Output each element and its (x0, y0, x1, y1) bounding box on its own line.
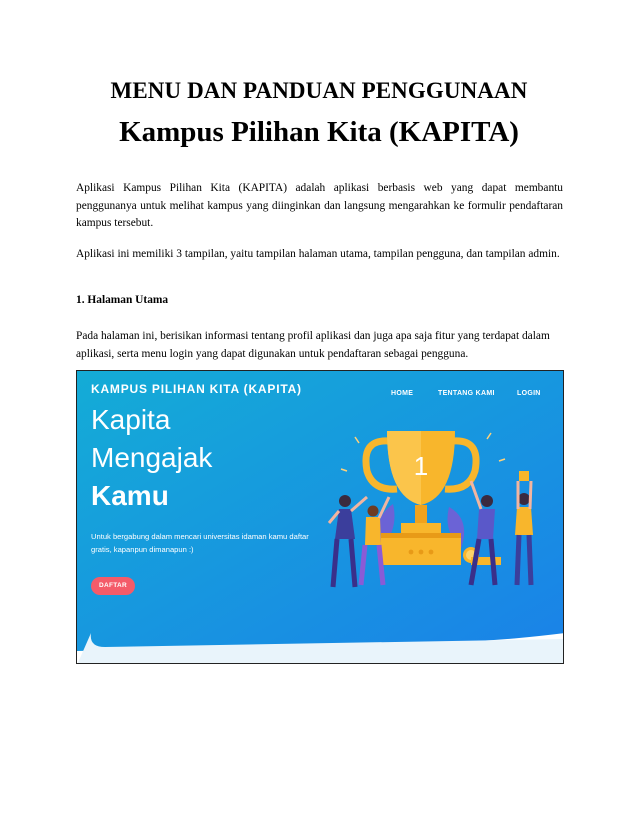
hero-heading-line1: Kapita (91, 404, 171, 435)
nav-home-link[interactable]: HOME (391, 390, 414, 397)
document-title: MENU DAN PANDUAN PENGGUNAAN (110, 78, 528, 103)
hero-heading-line3: Kamu (91, 480, 169, 511)
hero-heading-line2: Mengajak (91, 442, 213, 473)
document-subtitle: Kampus Pilihan Kita (KAPITA) (119, 116, 519, 148)
section-heading: 1. Halaman Utama (76, 294, 169, 306)
daftar-button[interactable]: DAFTAR (91, 577, 135, 595)
nav-about-link[interactable]: TENTANG KAMI (438, 390, 495, 397)
brand-logo-text[interactable]: KAMPUS PILIHAN KITA (KAPITA) (91, 382, 302, 396)
home-description-paragraph: Pada halaman ini, berisikan informasi tentang profil aplikasi dan juga apa saja fitur yang terdapat dalam aplikasi, serta menu login yang dapat digunakan untuk pendaftaran sebagai pengguna. (76, 330, 550, 360)
homepage-screenshot (76, 370, 564, 664)
trophy-number: 1 (413, 451, 429, 481)
views-paragraph: Aplikasi ini memiliki 3 tampilan, yaitu tampilan halaman utama, tampilan pengguna, dan tampilan admin. (76, 248, 560, 260)
nav-login-link[interactable]: LOGIN (517, 390, 541, 397)
person-holding-trophy (515, 471, 533, 585)
intro-paragraph: Aplikasi Kampus Pilihan Kita (KAPITA) adalah aplikasi berbasis web yang dapat membantu penggunanya untuk melihat kampus yang diinginkan dan langsung mengarahkan ke formulir pendaftaran kampus tersebut. (76, 182, 563, 229)
person-reaching-right (471, 481, 495, 585)
trophy-celebration-illustration (321, 419, 553, 595)
hero-subtitle: Untuk bergabung dalam mencari universitas idaman kamu daftar gratis, kapanpun dimanapun :) (91, 532, 309, 554)
